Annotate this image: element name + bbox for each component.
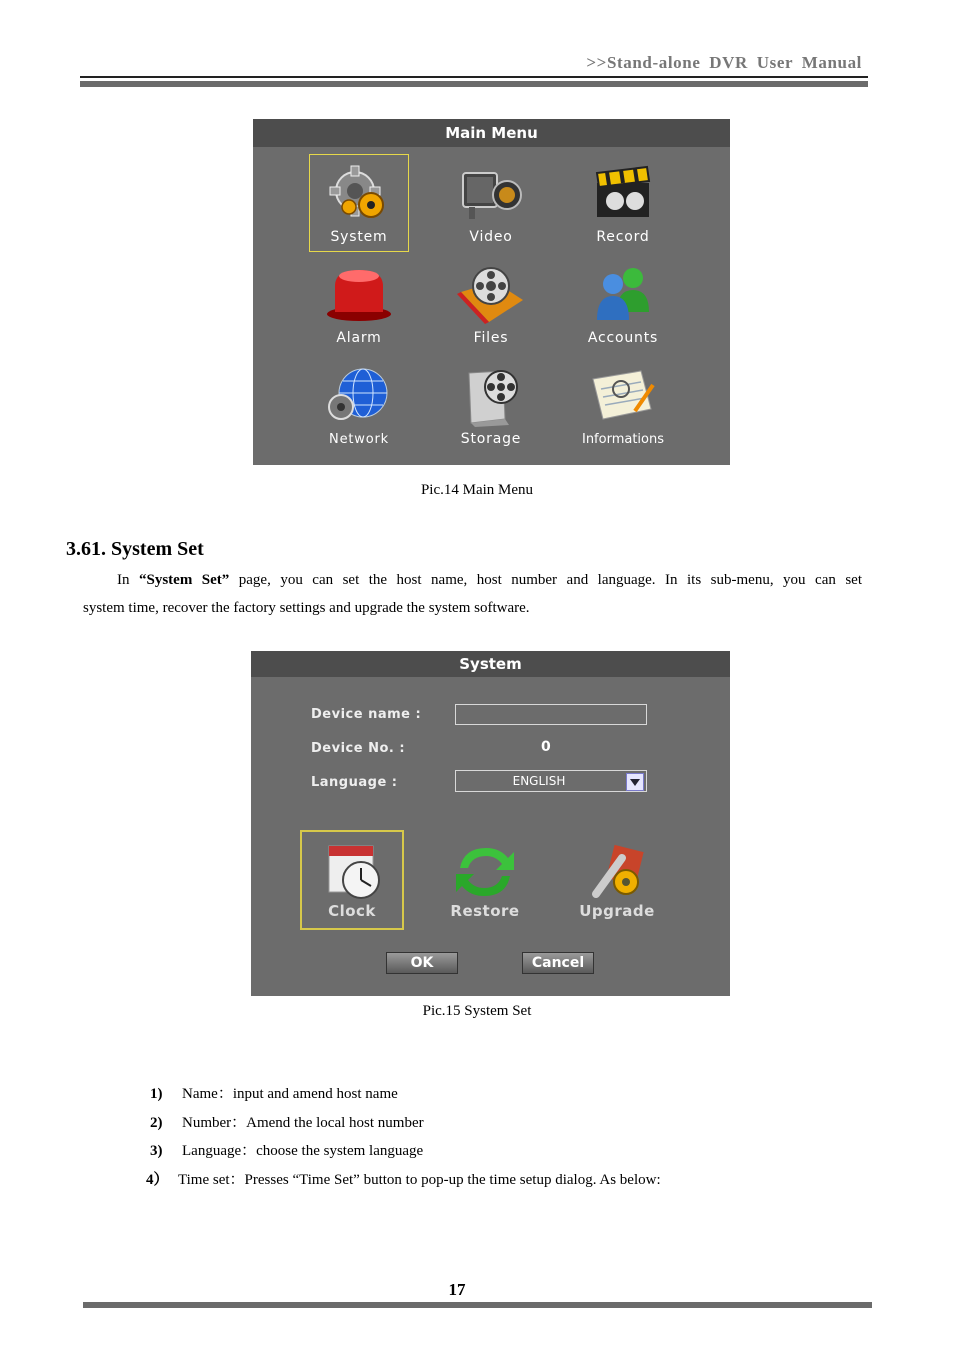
wrench-gear-icon — [582, 842, 652, 902]
list-item — [150, 1082, 398, 1103]
list-number: 2) — [150, 1115, 163, 1131]
menu-item-video[interactable] — [442, 155, 540, 251]
section-paragraph — [83, 566, 862, 622]
list-text: Number：Amend the local host number — [182, 1115, 424, 1131]
camera-icon — [455, 163, 527, 223]
menu-item-informations[interactable] — [574, 357, 672, 453]
globe-icon — [323, 365, 395, 425]
main-menu-screenshot — [253, 119, 730, 465]
chevron-down-icon[interactable] — [626, 773, 644, 791]
list-number: 3) — [150, 1143, 163, 1159]
menu-item-storage[interactable] — [442, 357, 540, 453]
menu-item-label: Network — [329, 432, 389, 447]
list-text: Time set：Presses “Time Set” button to pop-up the time setup dialog. As below: — [178, 1172, 661, 1188]
language-selected-value: ENGLISH — [512, 774, 566, 788]
language-label: Language : — [311, 775, 398, 790]
film-folder-icon — [455, 264, 527, 324]
device-name-label: Device name : — [311, 707, 422, 722]
list-number: 4） — [146, 1172, 169, 1188]
menu-item-label: Video — [469, 229, 513, 245]
upgrade-button[interactable] — [567, 832, 667, 928]
restore-label: Restore — [450, 902, 520, 920]
footer-rule — [83, 1302, 872, 1308]
list-text: Language：choose the system language — [182, 1143, 424, 1159]
paragraph-line-2: system time, recover the factory settings and upgrade the system software. — [83, 600, 530, 616]
menu-item-alarm[interactable] — [310, 256, 408, 352]
restore-button[interactable] — [435, 832, 535, 928]
section-heading: 3.61. System Set — [66, 538, 204, 560]
menu-item-label: Alarm — [336, 330, 382, 346]
device-name-field[interactable] — [455, 704, 647, 725]
calendar-clock-icon — [317, 842, 387, 902]
paragraph-prefix: In — [117, 572, 139, 588]
hard-disk-icon — [455, 365, 527, 427]
page-number: 17 — [448, 1280, 466, 1299]
running-header: >>Stand-alone DVR User Manual — [586, 53, 862, 72]
menu-item-files[interactable] — [442, 256, 540, 352]
list-item — [150, 1139, 423, 1160]
device-no-value[interactable]: 0 — [541, 739, 551, 755]
main-menu-title: Main Menu — [253, 119, 730, 147]
language-select[interactable] — [455, 770, 647, 792]
menu-item-network[interactable] — [310, 357, 408, 453]
menu-item-label: System — [330, 229, 388, 245]
clock-button[interactable] — [302, 832, 402, 928]
users-icon — [587, 264, 659, 324]
menu-item-label: Record — [596, 229, 650, 245]
clock-label: Clock — [328, 902, 376, 920]
system-set-title: System — [251, 651, 730, 677]
menu-item-accounts[interactable] — [574, 256, 672, 352]
alarm-light-icon — [323, 264, 395, 324]
paragraph-text: page, you can set the host name, host number and language. In its sub-menu, you can set — [229, 572, 862, 588]
cancel-button[interactable]: Cancel — [522, 952, 594, 974]
menu-item-label: Files — [473, 330, 509, 346]
figure-caption: Pic.14 Main Menu — [420, 482, 534, 498]
list-number: 1) — [150, 1086, 163, 1102]
menu-item-label: Informations — [581, 432, 665, 447]
notepad-icon — [587, 365, 659, 425]
list-text: Name：input and amend host name — [182, 1086, 398, 1102]
clapperboard-icon — [591, 163, 655, 221]
header-rule-thin — [80, 76, 868, 78]
gear-icon — [327, 163, 391, 223]
figure-caption: Pic.15 System Set — [422, 1003, 532, 1019]
upgrade-label: Upgrade — [579, 902, 655, 920]
paragraph-emphasis: “System Set” — [138, 572, 230, 588]
paragraph-line-1 — [83, 566, 862, 594]
menu-item-label: Storage — [460, 431, 522, 447]
refresh-arrows-icon — [450, 842, 520, 902]
menu-item-system[interactable] — [310, 155, 408, 251]
system-set-screenshot — [251, 651, 730, 996]
list-item — [146, 1168, 661, 1189]
menu-item-label: Accounts — [587, 330, 659, 346]
menu-item-record[interactable] — [574, 155, 672, 251]
device-no-label: Device No. : — [311, 741, 406, 756]
header-rule-thick — [80, 81, 868, 87]
list-item — [150, 1111, 424, 1132]
ok-button[interactable]: OK — [386, 952, 458, 974]
